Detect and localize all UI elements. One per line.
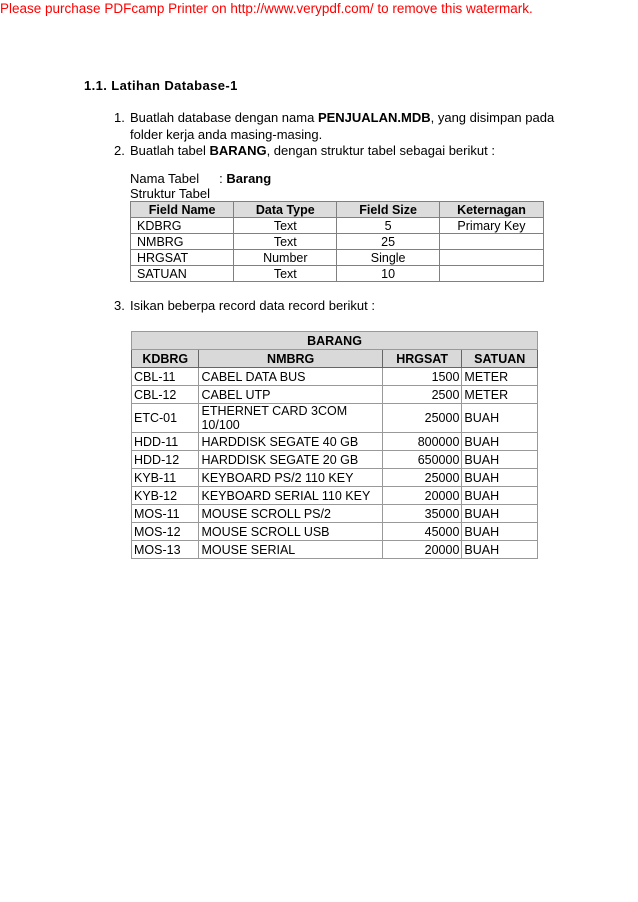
table-row xyxy=(132,541,538,559)
table-cell: 1500 xyxy=(382,368,462,386)
table-cell: 45000 xyxy=(382,523,462,541)
table-cell: METER xyxy=(462,368,538,386)
table-cell: Number xyxy=(234,250,337,266)
table-cell: HRGSAT xyxy=(131,250,234,266)
list-number: 2. xyxy=(114,143,125,158)
table-cell: HARDDISK SEGATE 40 GB xyxy=(199,433,382,451)
table-cell: METER xyxy=(462,386,538,404)
table-row xyxy=(132,451,538,469)
barang-table-header xyxy=(132,350,538,368)
table-cell: CABEL DATA BUS xyxy=(199,368,382,386)
table-cell: MOUSE SERIAL xyxy=(199,541,382,559)
table-cell: BUAH xyxy=(462,451,538,469)
table-row xyxy=(131,250,544,266)
table-cell: 10 xyxy=(337,266,440,282)
table-cell: 25 xyxy=(337,234,440,250)
table-cell: BUAH xyxy=(462,505,538,523)
column-header: HRGSAT xyxy=(382,350,462,368)
table-cell: HDD-12 xyxy=(132,451,199,469)
table-cell: MOS-13 xyxy=(132,541,199,559)
list-text: Buatlah tabel BARANG, dengan struktur tabel sebagai berikut : xyxy=(130,143,495,158)
table-cell: CBL-11 xyxy=(132,368,199,386)
table-cell: 20000 xyxy=(382,487,462,505)
column-header: Keternagan xyxy=(439,202,543,218)
nama-tabel-value: Barang xyxy=(226,171,272,186)
table-cell: 35000 xyxy=(382,505,462,523)
list-number: 3. xyxy=(114,298,125,313)
table-row xyxy=(132,368,538,386)
table-cell: CBL-12 xyxy=(132,386,199,404)
table-cell: Text xyxy=(234,266,337,282)
table-cell: BUAH xyxy=(462,404,538,433)
table-cell: 2500 xyxy=(382,386,462,404)
section-title: 1.1. Latihan Database-1 xyxy=(84,78,238,93)
table-cell: KEYBOARD SERIAL 110 KEY xyxy=(199,487,382,505)
column-header: Field Name xyxy=(131,202,234,218)
table-cell: BUAH xyxy=(462,433,538,451)
table-cell: Text xyxy=(234,218,337,234)
list-text-line2: folder kerja anda masing-masing. xyxy=(130,127,323,142)
table-cell xyxy=(439,266,543,282)
table-row xyxy=(132,505,538,523)
table-cell: KDBRG xyxy=(131,218,234,234)
table-cell: BUAH xyxy=(462,523,538,541)
table-row xyxy=(131,234,544,250)
table-cell xyxy=(439,234,543,250)
table-cell: HDD-11 xyxy=(132,433,199,451)
list-number: 1. xyxy=(114,110,125,125)
table-cell: BUAH xyxy=(462,541,538,559)
table-cell: 25000 xyxy=(382,469,462,487)
table-cell: NMBRG xyxy=(131,234,234,250)
watermark-text: Please purchase PDFcamp Printer on http://www.verypdf.com/ to remove this watermark. xyxy=(0,1,533,16)
column-header: Field Size xyxy=(337,202,440,218)
table-cell: MOS-12 xyxy=(132,523,199,541)
table-row xyxy=(132,523,538,541)
table-cell: 650000 xyxy=(382,451,462,469)
table-row xyxy=(131,218,544,234)
nama-tabel-label: Nama Tabel xyxy=(130,171,200,186)
list-text: Isikan beberpa record data record berikut : xyxy=(130,298,375,313)
table-cell: Text xyxy=(234,234,337,250)
table-cell: ETHERNET CARD 3COM 10/100 xyxy=(199,404,382,433)
nama-tabel-line xyxy=(130,171,271,186)
table-row xyxy=(132,386,538,404)
table-cell: BUAH xyxy=(462,487,538,505)
struktur-tabel-label: Struktur Tabel xyxy=(130,186,210,201)
table-row xyxy=(132,487,538,505)
table-row xyxy=(132,469,538,487)
barang-table-caption-row xyxy=(132,332,538,350)
table-cell: MOS-11 xyxy=(132,505,199,523)
table-cell: SATUAN xyxy=(131,266,234,282)
table-cell: BUAH xyxy=(462,469,538,487)
column-header: KDBRG xyxy=(132,350,199,368)
table-cell: MOUSE SCROLL PS/2 xyxy=(199,505,382,523)
table-cell: KYB-12 xyxy=(132,487,199,505)
table-cell: Primary Key xyxy=(439,218,543,234)
table-cell xyxy=(439,250,543,266)
table-cell: KEYBOARD PS/2 110 KEY xyxy=(199,469,382,487)
table-cell: Single xyxy=(337,250,440,266)
list-text-line1: Buatlah database dengan nama PENJUALAN.MDB, yang disimpan pada xyxy=(130,110,555,125)
barang-table xyxy=(131,331,538,559)
table-cell: HARDDISK SEGATE 20 GB xyxy=(199,451,382,469)
table-cell: CABEL UTP xyxy=(199,386,382,404)
column-header: Data Type xyxy=(234,202,337,218)
table-cell: 5 xyxy=(337,218,440,234)
table-row xyxy=(132,404,538,433)
table-row xyxy=(131,266,544,282)
column-header: NMBRG xyxy=(199,350,382,368)
table-cell: 25000 xyxy=(382,404,462,433)
structure-table-header xyxy=(131,202,544,218)
table-cell: KYB-11 xyxy=(132,469,199,487)
nama-tabel-separator: : xyxy=(219,171,223,186)
structure-table xyxy=(130,201,544,282)
table-cell: ETC-01 xyxy=(132,404,199,433)
column-header: SATUAN xyxy=(462,350,538,368)
barang-table-caption: BARANG xyxy=(132,332,538,350)
table-cell: 20000 xyxy=(382,541,462,559)
table-row xyxy=(132,433,538,451)
table-cell: MOUSE SCROLL USB xyxy=(199,523,382,541)
table-cell: 800000 xyxy=(382,433,462,451)
